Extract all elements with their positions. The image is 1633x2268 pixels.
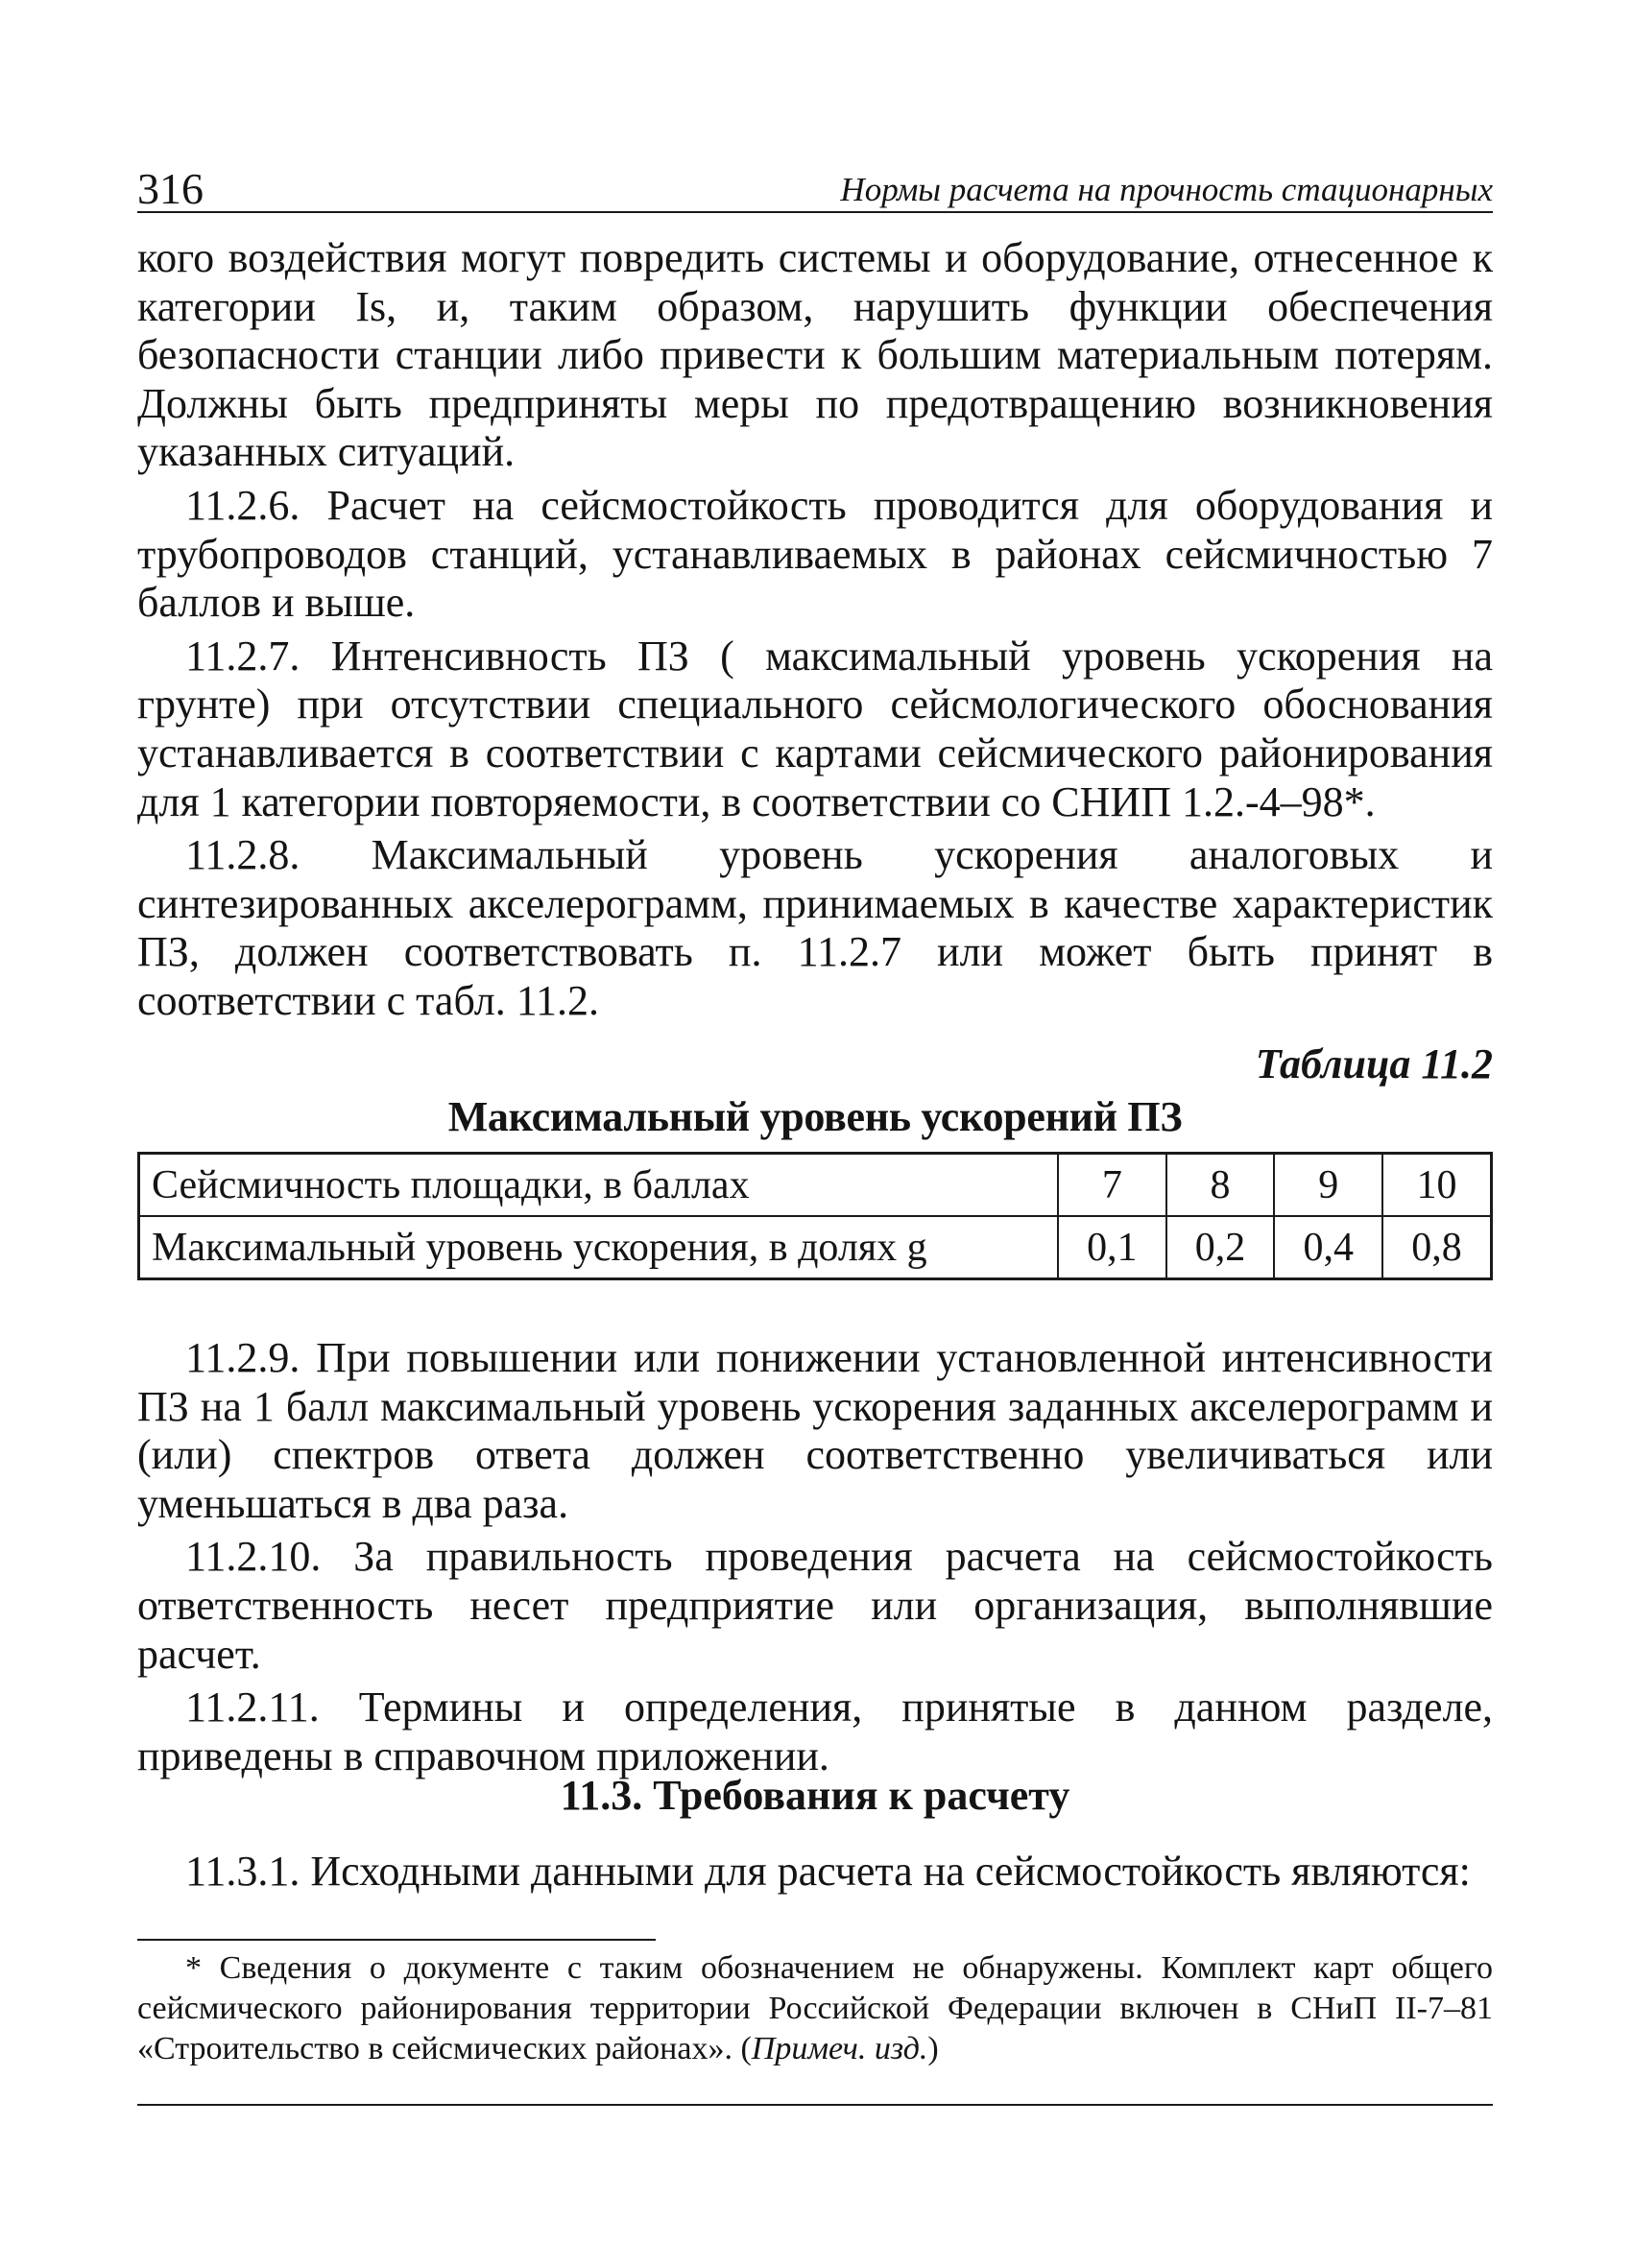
footnote-divider xyxy=(137,1939,656,1941)
table-title: Максимальный уровень ускорений ПЗ xyxy=(447,1093,1183,1140)
paragraph-11-3-1: 11.3.1. Исходными данными для расчета на сейсмостойкость являются: xyxy=(185,1848,1471,1895)
table-cell: 0,1 xyxy=(1058,1216,1166,1279)
footnote xyxy=(137,1948,1493,2069)
table-label: Таблица 11.2 xyxy=(1255,1040,1493,1087)
running-title: Нормы расчета на прочность стационарных xyxy=(840,171,1493,208)
acceleration-table xyxy=(137,1152,1493,1280)
table-cell: 10 xyxy=(1382,1154,1491,1217)
page-header xyxy=(137,161,1493,213)
table-cell: 0,2 xyxy=(1166,1216,1275,1279)
paragraph-11-2-7: 11.2.7. Интенсивность ПЗ ( максимальный уровень ускорения на грунте) при отсутствии специального сейсмологического обоснования устанавливается в соответствии с картами сейсмического районирования для 1 категории повторяемости, в соответствии со СНИП 1.2.-4–98*. xyxy=(137,632,1493,825)
table-row-label: Максимальный уровень ускорения, в долях g xyxy=(139,1216,1059,1279)
paragraph-11-2-10: 11.2.10. За правильность проведения расчета на сейсмостойкость ответственность несет предприятие или организация, выполнявшие расчет. xyxy=(137,1533,1493,1678)
table-row xyxy=(139,1216,1492,1279)
table-cell: 0,4 xyxy=(1274,1216,1382,1279)
table-cell: 8 xyxy=(1166,1154,1275,1217)
table-cell: 0,8 xyxy=(1382,1216,1491,1279)
body-text-middle xyxy=(137,1334,1493,1785)
table-row-label: Сейсмичность площадки, в баллах xyxy=(139,1154,1059,1217)
footnote-paragraph xyxy=(137,1948,1493,2069)
paragraph: кого воздействия могут повредить системы и оборудование, отнесенное к категории Is, и, таким образом, нарушить функции обеспечения безопасности станции либо привести к большим материальным потерям. Должны быть предприняты меры по предотвращению возникновения указанных ситуаций. xyxy=(137,234,1493,476)
editor-note: Примеч. изд. xyxy=(751,2031,928,2066)
paragraph-11-2-11: 11.2.11. Термины и определения, принятые в данном разделе, приведены в справочном приложении. xyxy=(137,1683,1493,1779)
table-cell: 7 xyxy=(1058,1154,1166,1217)
table-cell: 9 xyxy=(1274,1154,1382,1217)
paragraph-11-2-9: 11.2.9. При повышении или понижении установленной интенсивности ПЗ на 1 балл максимальный уровень ускорения заданных акселерограмм и (или) спектров ответа должен соответственно увеличиваться или уменьшаться в два раза. xyxy=(137,1334,1493,1527)
footnote-text: * Сведения о документе с таким обозначением не обнаружены. Комплект карт общего сейсмического районирования территории Российской Федерации включен в СНиП II-7–81 «Строительство в сейсмических районах». ( xyxy=(137,1950,1493,2066)
body-text-bottom xyxy=(137,1848,1493,1897)
section-heading: 11.3. Требования к расчету xyxy=(560,1772,1070,1819)
table-row xyxy=(139,1154,1492,1217)
paragraph-11-2-6: 11.2.6. Расчет на сейсмостойкость проводится для оборудования и трубопроводов станций, устанавливаемых в районах сейсмичностью 7 баллов и выше. xyxy=(137,481,1493,627)
page-number: 316 xyxy=(137,164,204,213)
body-text-top xyxy=(137,234,1493,1031)
footnote-close: ) xyxy=(927,2031,939,2066)
book-page xyxy=(137,0,1493,2268)
bottom-rule xyxy=(137,2104,1493,2106)
paragraph-11-2-8: 11.2.8. Максимальный уровень ускорения аналоговых и синтезированных акселерограмм, принимаемых в качестве характеристик ПЗ, должен соответствовать п. 11.2.7 или может быть принят в соответствии с табл. 11.2. xyxy=(137,831,1493,1024)
